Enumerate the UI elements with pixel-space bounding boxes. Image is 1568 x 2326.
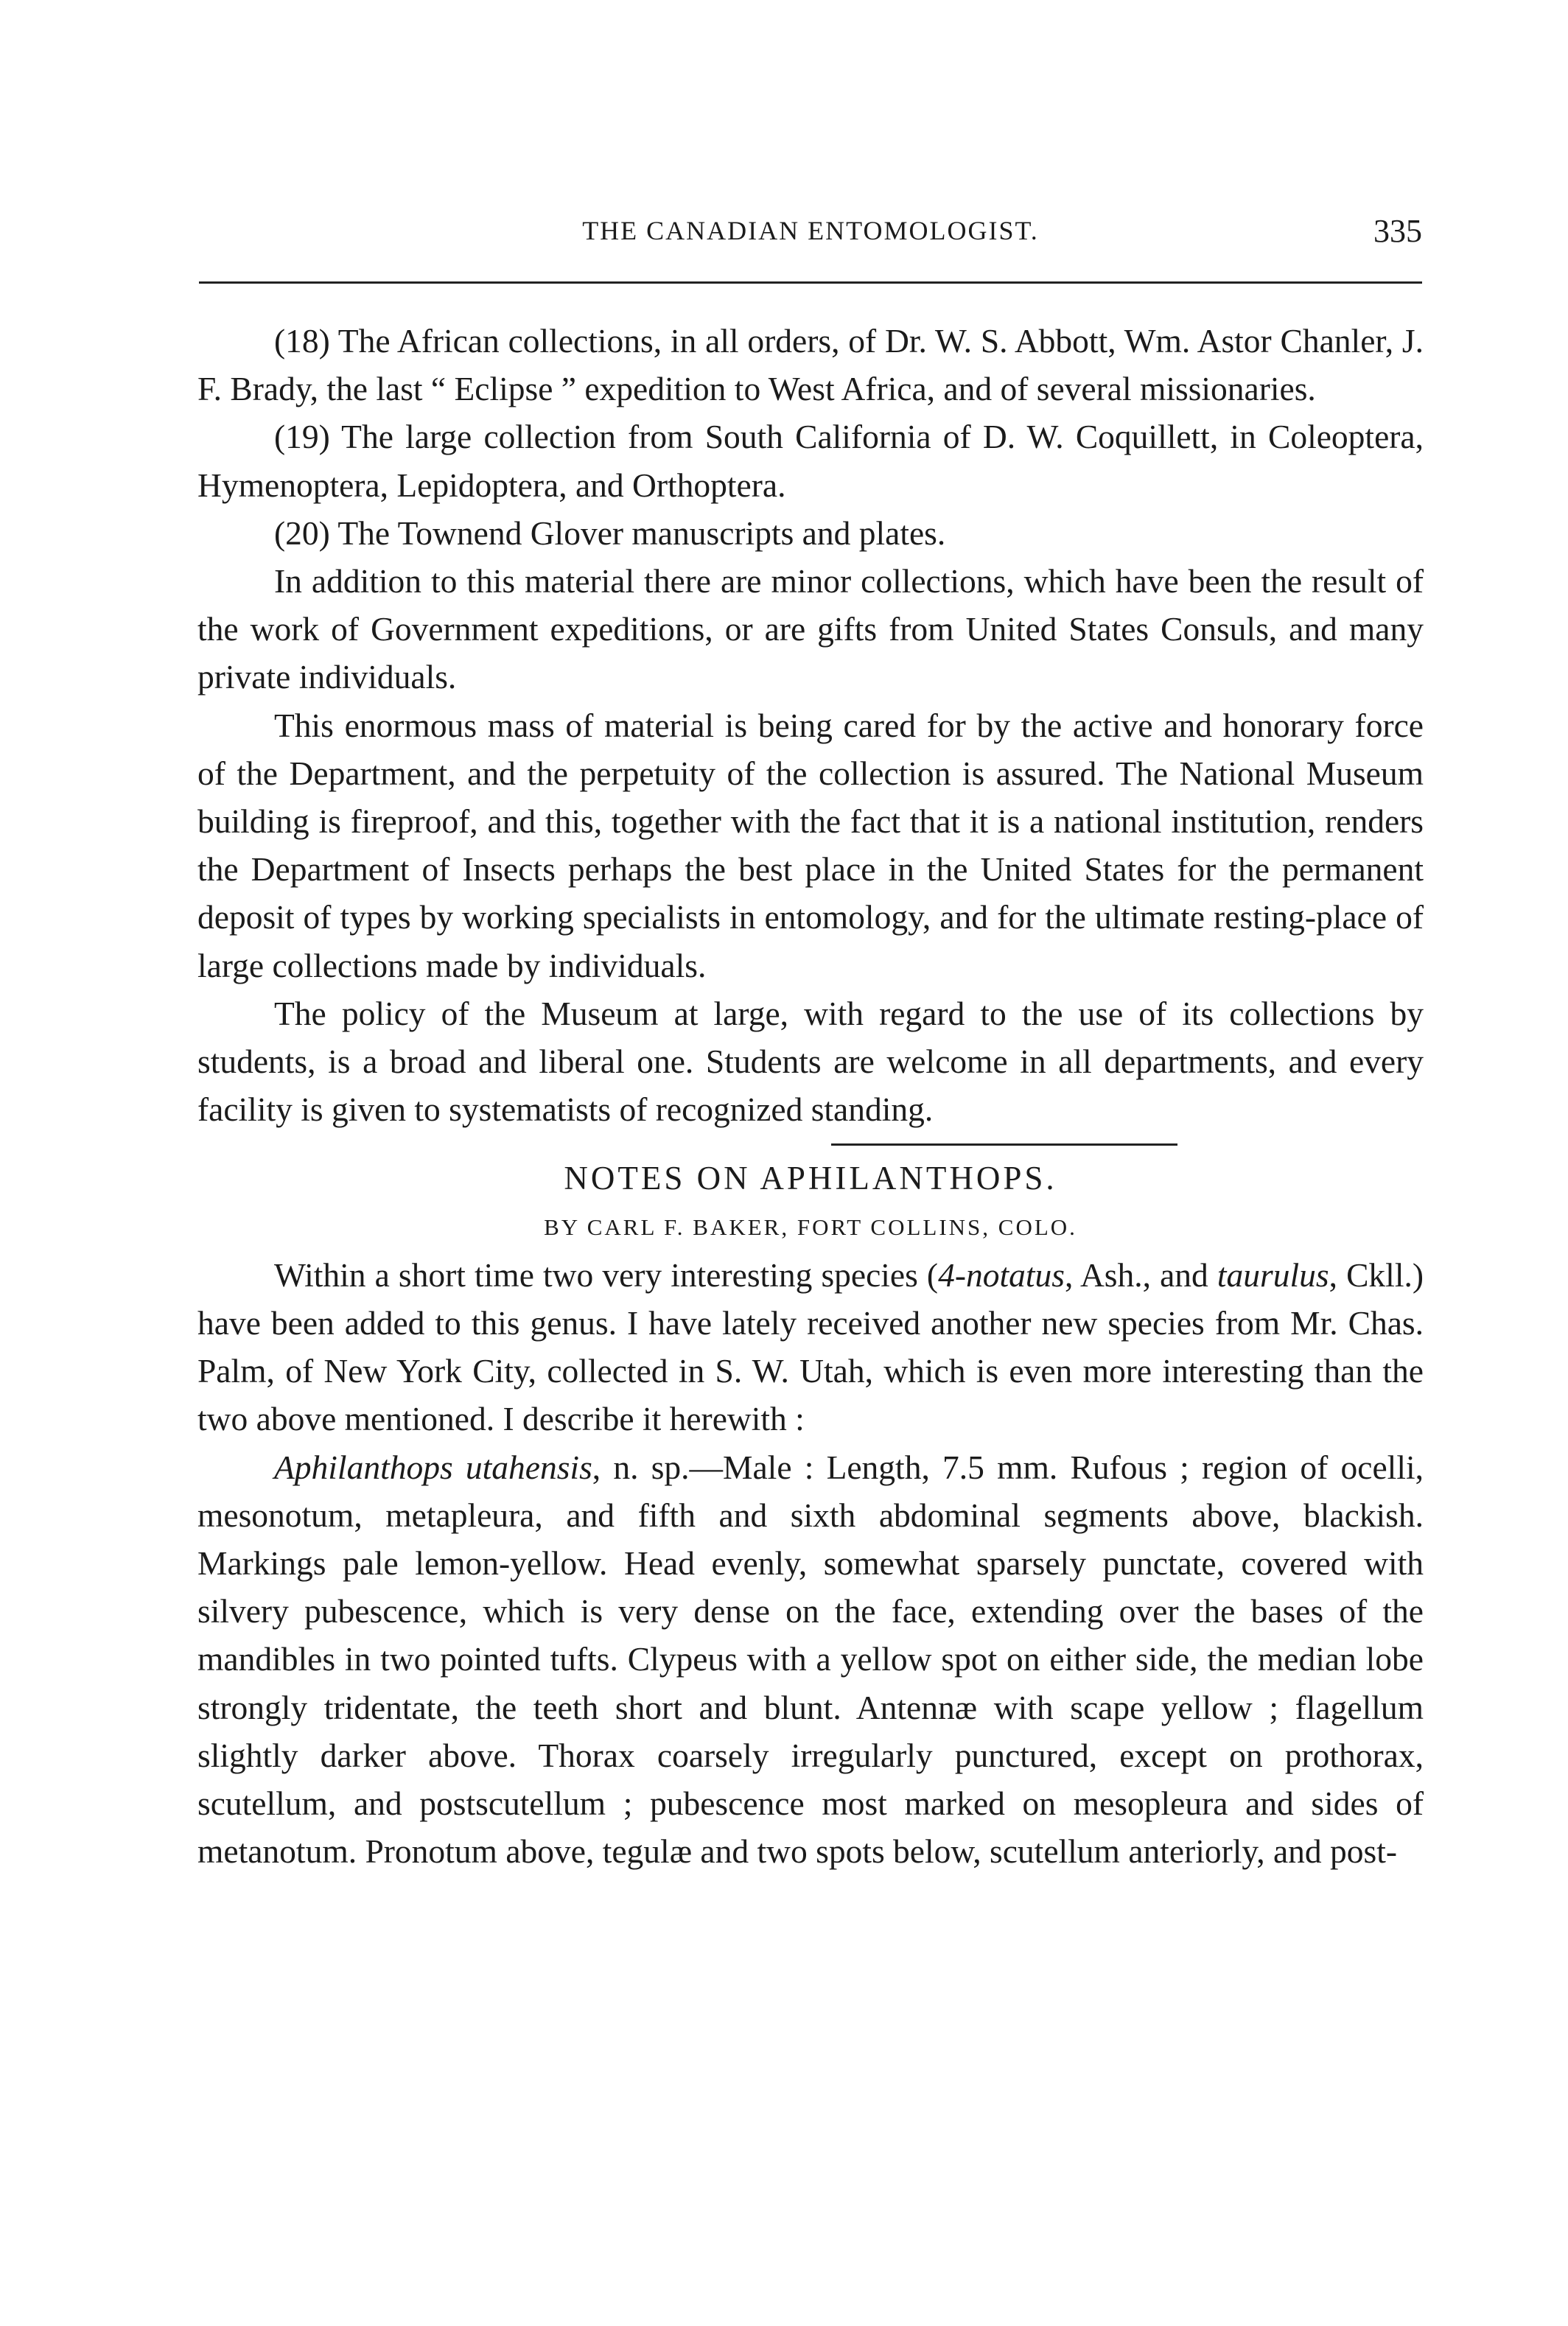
paragraph-item-20: (20) The Townend Glover manuscripts and plates. [274, 514, 946, 552]
intro-text-1: Within a short time two very interesting species ( [274, 1255, 939, 1294]
page-number: 335 [1373, 213, 1422, 249]
species-name-taurulus: taurulus [1217, 1255, 1329, 1294]
paragraph-museum-policy: The policy of the Museum at large, with regard to the use of its collections by students, is a broad and liberal one. Students are welcome in all departments, and every facility is given to systematists of recognized standing. [197, 994, 1424, 1129]
text-block [197, 317, 1424, 1876]
paragraph-material-cared: This enormous mass of material is being cared for by the active and honorary force of the Department, and the perpetuity of the collection is assured. The National Museum building is fireproof, and this, together with the fact that it is a national institution, renders the Department of Insects perhaps the best place in the United States for the permanent deposit of types by working specialists in entomology, and for the ultimate resting-place of large collections made by individuals. [197, 706, 1424, 984]
intro-text-2: , Ash., and [1064, 1255, 1217, 1294]
article-byline: BY CARL F. BAKER, FORT COLLINS, COLO. [544, 1213, 1077, 1240]
species-description-paragraph [197, 1443, 1424, 1876]
article-title: NOTES ON APHILANTHOPS. [564, 1160, 1057, 1197]
article-separator-rule [831, 1143, 1177, 1146]
paragraph-item-18: (18) The African collections, in all orders, of Dr. W. S. Abbott, Wm. Astor Chanler, J. F. Brady, the last “ Eclipse ” expedition to West Africa, and of several missionaries. [197, 322, 1424, 408]
article-intro-paragraph [197, 1251, 1424, 1443]
paragraph-item-19: (19) The large collection from South California of D. W. Coquillett, in Coleoptera, Hymenoptera, Lepidoptera, and Orthoptera. [197, 418, 1424, 504]
description-text: , n. sp.—Male : Length, 7.5 mm. Rufous ; region of ocelli, mesonotum, metapleura, and fifth and sixth abdominal segments above, blackish. Markings pale lemon-yellow. Head evenly, somewhat sparsely punctate, covered with silvery pubescence, which is very dense on the face, extending over the bases of the mandibles in two pointed tufts. Clypeus with a yellow spot on either side, the median lobe strongly tridentate, the teeth short and blunt. Antennæ with scape yellow ; flagellum slightly darker above. Thorax coarsely irregularly punctured, except on prothorax, scutellum, and postscutellum ; pubescence most marked on mesopleura and sides of metanotum. Pronotum above, tegulæ and two spots below, scutellum anteriorly, and post- [197, 1448, 1424, 1871]
species-name-utahensis: Aphilanthops utahensis [274, 1448, 592, 1486]
intro-text-3: , Ckll.) have been added to this genus. I have lately received another new species from Mr. Chas. Palm, of New York City, collected in S. W. Utah, which is even more interesting than the two above mentioned. I describe it herewith : [197, 1255, 1424, 1438]
running-title: THE CANADIAN ENTOMOLOGIST. [582, 216, 1039, 245]
paragraph-minor-collections: In addition to this material there are minor collections, which have been the result of the work of Government expeditions, or are gifts from United States Consuls, and many private individuals. [197, 562, 1424, 696]
header-rule [199, 281, 1422, 284]
running-head [199, 215, 1422, 267]
species-name-4-notatus: 4-notatus [938, 1255, 1065, 1294]
